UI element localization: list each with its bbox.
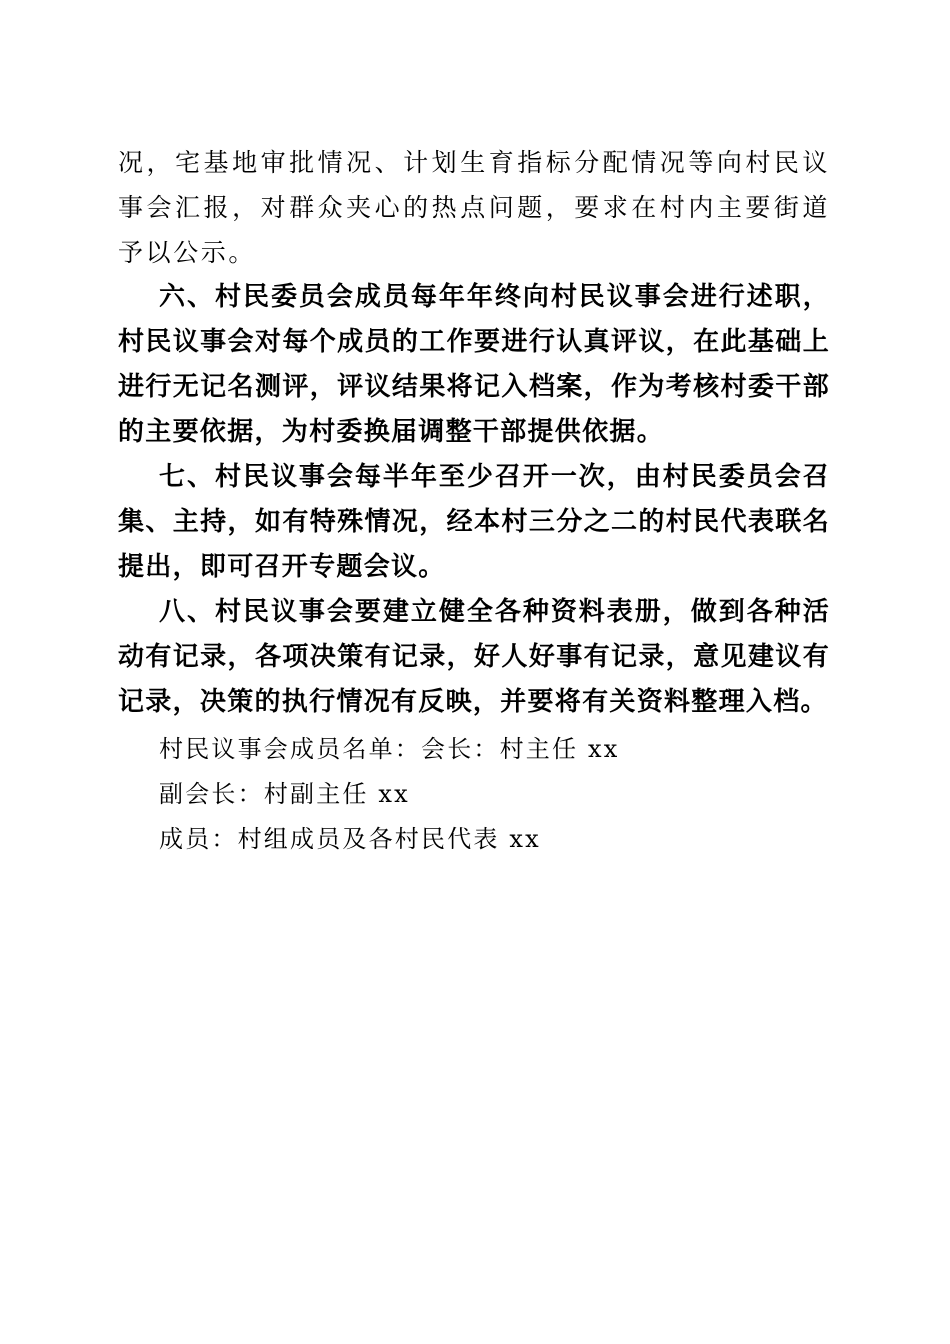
members-line: 成员：村组成员及各村民代表 xx bbox=[159, 825, 541, 853]
vice-president-line: 副会长：村副主任 xx bbox=[159, 780, 410, 808]
rule-six-paragraph: 六、村民委员会成员每年年终向村民议事会进行述职，村民议事会对每个成员的工作要进行认真评议，在此基础上进行无记名测评，评议结果将记入档案，作为考核村委干部的主要依据，为村委换届调整干部提供依据。 bbox=[118, 282, 830, 447]
member-list-heading: 村民议事会成员名单：会长：村主任 xx bbox=[159, 735, 620, 763]
continued-paragraph: 况，宅基地审批情况、计划生育指标分配情况等向村民议事会汇报，对群众夹心的热点问题，要求在村内主要街道予以公示。 bbox=[118, 148, 830, 267]
document-page bbox=[118, 140, 830, 862]
rule-seven-paragraph: 七、村民议事会每半年至少召开一次，由村民委员会召集、主持，如有特殊情况，经本村三分之二的村民代表联名提出，即可召开专题会议。 bbox=[118, 462, 830, 582]
rule-eight-paragraph: 八、村民议事会要建立健全各种资料表册，做到各种活动有记录，各项决策有记录，好人好事有记录，意见建议有记录，决策的执行情况有反映，并要将有关资料整理入档。 bbox=[118, 597, 830, 717]
